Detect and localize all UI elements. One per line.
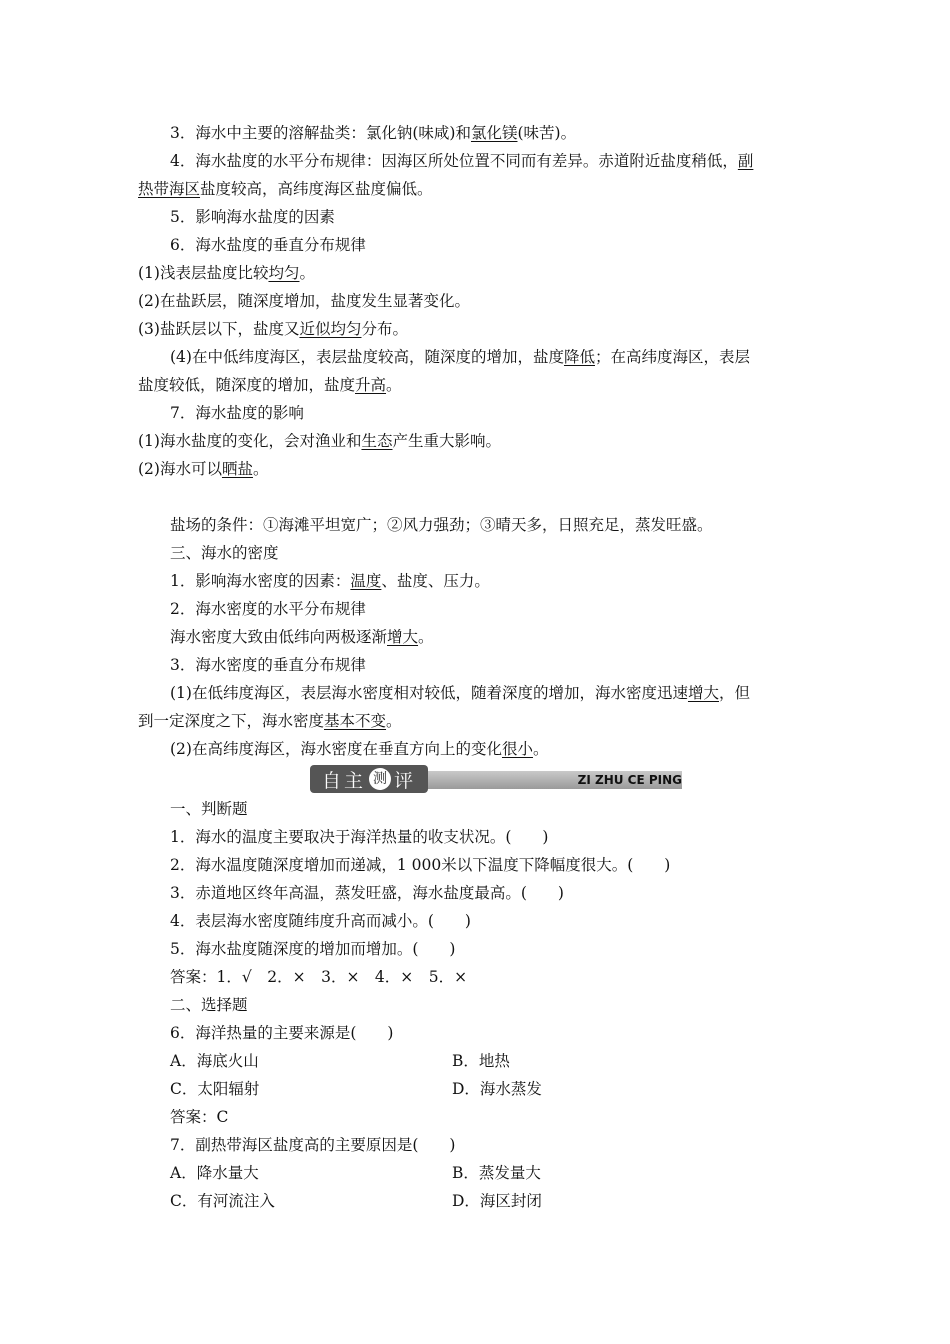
salinity-item-7-2: (2)海水可以晒盐。 [138,460,269,478]
answer-blank: 增大 [687,684,719,702]
true-false-heading: 一、判断题 [170,800,248,818]
question-2: 2．海水温度随深度增加而递减，1 000米以下温度下降幅度很大。( ) [170,856,671,874]
answer-blank: 温度 [350,572,382,590]
answer-blank: 很小 [501,740,533,758]
question-7-options-row-1 [138,1159,818,1187]
salinity-item-6-2: (2)在盐跃层，随深度增加，盐度发生显著变化。 [138,292,470,310]
option-b: B．地热 [452,1052,510,1070]
salt-field-note: 盐场的条件：①海滩平坦宽广；②风力强劲；③晴天多，日照充足，蒸发旺盛。 [170,516,713,534]
density-item-3-1: (1)在低纬度海区，表层海水密度相对较低，随着深度的增加，海水密度迅速增大，但 [170,684,750,702]
salinity-item-6-1: (1)浅表层盐度比较均匀。 [138,264,315,282]
option-d: D．海水蒸发 [452,1080,542,1098]
question-7-options-row-2 [138,1187,818,1215]
salinity-item-3: 3．海水中主要的溶解盐类：氯化钠(味咸)和氯化镁(味苦)。 [170,124,577,142]
question-3: 3．赤道地区终年高温，蒸发旺盛，海水盐度最高。( ) [170,884,564,902]
answer-blank: 晒盐 [221,460,253,478]
answer-blank: 近似均匀 [299,320,362,338]
banner-english-label: ZI ZHU CE PING [577,773,682,787]
answer-blank: 氯化镁 [470,124,518,142]
option-c: C．有河流注入 [170,1192,275,1210]
question-6-options-row-2 [138,1075,818,1103]
section-banner [138,765,818,795]
answer-blank: 降低 [563,348,595,366]
answer-blank: 热带海区 [138,180,201,198]
option-c: C．太阳辐射 [170,1080,260,1098]
density-item-1: 1．影响海水密度的因素：温度、盐度、压力。 [170,572,490,590]
answer-blank: 生态 [361,432,393,450]
salinity-item-4-cont: 热带海区盐度较高，高纬度海区盐度偏低。 [138,180,433,198]
option-b: B．蒸发量大 [452,1164,541,1182]
question-6-options-row-1 [138,1047,818,1075]
banner-tag: 自主 测 评 [310,765,428,793]
salinity-item-6-3: (3)盐跃层以下，盐度又近似均匀分布。 [138,320,408,338]
answer-blank: 升高 [355,376,387,394]
salinity-item-6-4: (4)在中低纬度海区，表层盐度较高，随深度的增加，盐度降低；在高纬度海区，表层 [170,348,750,366]
answer-blank: 基本不变 [324,712,387,730]
answer-6: 答案：C [170,1108,229,1126]
density-item-3: 3．海水密度的垂直分布规律 [170,656,366,674]
salinity-item-5: 5．影响海水盐度的因素 [170,208,335,226]
salinity-item-6: 6．海水盐度的垂直分布规律 [170,236,366,254]
question-7: 7．副热带海区盐度高的主要原因是( ) [170,1136,456,1154]
option-a: A．降水量大 [170,1164,259,1182]
density-item-2: 2．海水密度的水平分布规律 [170,600,366,618]
banner-circle-char: 测 [369,768,391,790]
answer-blank: 副 [737,152,754,170]
option-a: A．海底火山 [170,1052,259,1070]
question-4: 4．表层海水密度随纬度升高而减小。( ) [170,912,471,930]
question-5: 5．海水盐度随深度的增加而增加。( ) [170,940,456,958]
multiple-choice-heading: 二、选择题 [170,996,248,1014]
salinity-item-7-1: (1)海水盐度的变化，会对渔业和生态产生重大影响。 [138,432,501,450]
density-heading: 三、海水的密度 [170,544,279,562]
density-item-2-1: 海水密度大致由低纬向两极逐渐增大。 [170,628,434,646]
answers-1-5: 答案：1．√ 2．× 3．× 4．× 5．× [170,968,468,986]
document-content [138,119,818,1215]
answer-blank: 均匀 [268,264,300,282]
salinity-item-7: 7．海水盐度的影响 [170,404,304,422]
density-item-3-2: (2)在高纬度海区，海水密度在垂直方向上的变化很小。 [170,740,549,758]
salinity-item-4: 4．海水盐度的水平分布规律：因海区所处位置不同而有差异。赤道附近盐度稍低，副 [170,152,754,170]
question-6: 6．海洋热量的主要来源是( ) [170,1024,394,1042]
option-d: D．海区封闭 [452,1192,542,1210]
question-1: 1．海水的温度主要取决于海洋热量的收支状况。( ) [170,828,549,846]
density-item-3-1-cont: 到一定深度之下，海水密度基本不变。 [138,712,402,730]
answer-blank: 增大 [387,628,419,646]
salinity-item-6-4-cont: 盐度较低，随深度的增加，盐度升高。 [138,376,402,394]
